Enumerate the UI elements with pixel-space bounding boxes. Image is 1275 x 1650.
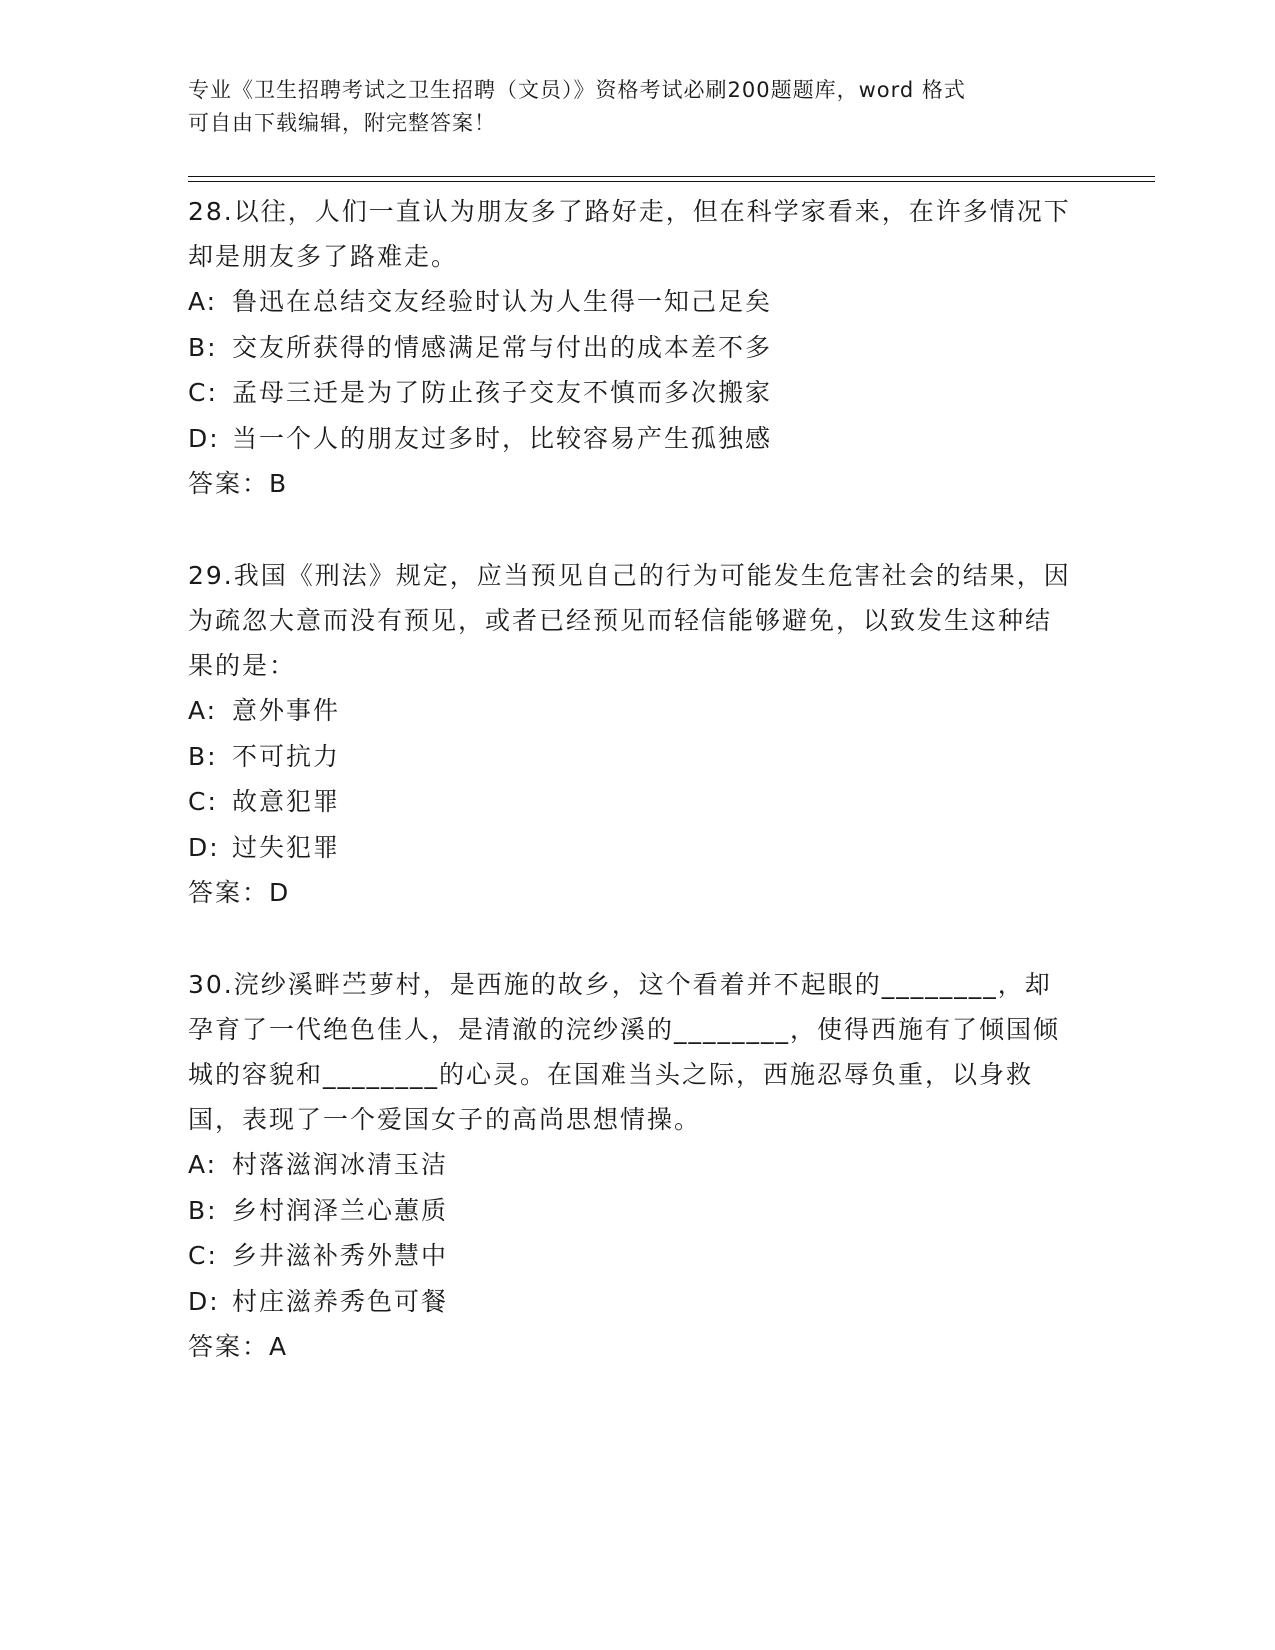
option-b bbox=[188, 325, 1078, 371]
option-a bbox=[188, 1142, 1078, 1188]
option-d bbox=[188, 1279, 1078, 1325]
option-c bbox=[188, 370, 1078, 416]
question-text: 29.我国《刑法》规定，应当预见自己的行为可能发生危害社会的结果，因为疏忽大意而没有预见，或者已经预见而轻信能够避免，以致发生这种结果的是： bbox=[188, 561, 1071, 680]
option-letter: B: bbox=[188, 332, 218, 362]
option-letter: B: bbox=[188, 1195, 218, 1225]
question-28 bbox=[188, 189, 1078, 507]
header-line-2: 可自由下载编辑，附完整答案！ bbox=[188, 111, 496, 135]
option-a bbox=[188, 279, 1078, 325]
option-letter: D: bbox=[188, 1286, 220, 1316]
option-b bbox=[188, 734, 1078, 780]
question-29 bbox=[188, 553, 1078, 916]
answer-line: 答案：A bbox=[188, 1332, 289, 1361]
option-letter: D: bbox=[188, 423, 220, 453]
question-30 bbox=[188, 962, 1078, 1370]
question-text: 30.浣纱溪畔苎萝村，是西施的故乡，这个看着并不起眼的________，却孕育了一代绝色佳人，是清澈的浣纱溪的________，使得西施有了倾国倾城的容貌和________的心灵。在国难当头之际，西施忍辱负重，以身救国，表现了一个爱国女子的高尚思想情操。 bbox=[188, 970, 1061, 1134]
option-letter: C: bbox=[188, 787, 218, 816]
option-text: 过失犯罪 bbox=[232, 832, 341, 862]
option-text: 不可抗力 bbox=[232, 741, 341, 771]
option-b bbox=[188, 1188, 1078, 1234]
option-text: 故意犯罪 bbox=[232, 787, 341, 816]
option-letter: B: bbox=[188, 741, 218, 771]
option-text: 乡村润泽兰心蕙质 bbox=[232, 1195, 449, 1225]
option-letter: A: bbox=[188, 696, 218, 725]
option-text: 村落滋润冰清玉洁 bbox=[232, 1150, 449, 1179]
option-text: 村庄滋养秀色可餐 bbox=[232, 1286, 449, 1316]
option-text: 交友所获得的情感满足常与付出的成本差不多 bbox=[232, 332, 773, 362]
answer-line: 答案：D bbox=[188, 878, 291, 907]
option-letter: A: bbox=[188, 287, 218, 316]
option-text: 鲁迅在总结交友经验时认为人生得一知己足矣 bbox=[232, 287, 773, 316]
option-c bbox=[188, 1233, 1078, 1279]
option-letter: D: bbox=[188, 832, 220, 862]
option-letter: C: bbox=[188, 378, 218, 407]
option-text: 乡井滋补秀外慧中 bbox=[232, 1241, 449, 1270]
document-header bbox=[188, 74, 1068, 140]
header-line-1: 专业《卫生招聘考试之卫生招聘（文员）》资格考试必刷200题题库，word 格式 bbox=[188, 78, 966, 102]
option-text: 当一个人的朋友过多时，比较容易产生孤独感 bbox=[232, 423, 773, 453]
option-letter: C: bbox=[188, 1241, 218, 1270]
option-text: 意外事件 bbox=[232, 696, 341, 725]
option-text: 孟母三迁是为了防止孩子交友不慎而多次搬家 bbox=[232, 378, 773, 407]
answer-line: 答案：B bbox=[188, 469, 289, 498]
option-d bbox=[188, 416, 1078, 462]
header-divider-top bbox=[188, 176, 1155, 177]
header-divider-bottom bbox=[188, 181, 1155, 182]
option-d bbox=[188, 825, 1078, 871]
question-text: 28.以往，人们一直认为朋友多了路好走，但在科学家看来，在许多情况下却是朋友多了路难走。 bbox=[188, 197, 1071, 271]
option-c bbox=[188, 779, 1078, 825]
option-a bbox=[188, 688, 1078, 734]
option-letter: A: bbox=[188, 1150, 218, 1179]
